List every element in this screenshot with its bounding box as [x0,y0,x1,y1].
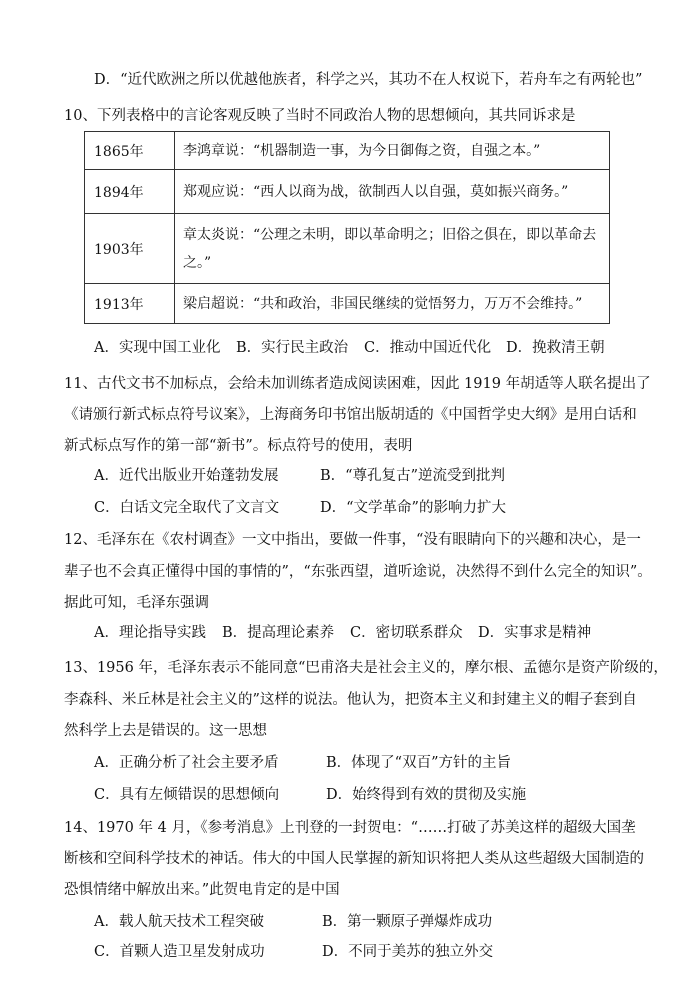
option-c[interactable]: C．具有左倾错误的思想倾向 [94,787,280,803]
q13-stem-line: 李森科、米丘林是社会主义的”这样的说法。他认为，把资本主义和封建主义的帽子套到自 [64,692,637,708]
quote-cell: 李鸿章说：“机器制造一事，为今日御侮之资，自强之本。” [175,132,610,170]
q11-stem-line: 新式标点写作的第一部“新书”。标点符号的使用，表明 [64,438,413,454]
q12-stem-line: 辈子也不会真正懂得中国的事情的”，“东张西望，道听途说，决然得不到什么完全的知识”。 [64,564,652,580]
option-b[interactable]: B．“尊孔复古”逆流受到批判 [320,468,505,484]
q13-stem-line: 13、1956 年，毛泽东表示不能同意“巴甫洛夫是社会主义的，摩尔根、孟德尔是资产阶级的， [64,660,668,676]
year-cell: 1903年 [85,214,175,284]
q13-stem-line: 然科学上去是错误的。这一思想 [64,723,267,739]
q12-stem-line: 据此可知，毛泽东强调 [64,595,209,611]
option-a[interactable]: A．正确分析了社会主要矛盾 [94,755,279,771]
option-c[interactable]: C．首颗人造卫星发射成功 [94,944,265,960]
option-c[interactable]: C．推动中国近代化 [364,340,492,356]
option-d[interactable]: D．实事求是精神 [478,625,592,641]
table-row [85,132,610,170]
q14-stem-line: 断核和空间科学技术的神话。伟大的中国人民掌握的新知识将把人类从这些超级大国制造的 [64,851,644,867]
option-d[interactable]: D．不同于美苏的独立外交 [322,944,494,960]
option-a[interactable]: A．实现中国工业化 [94,340,221,356]
table-row [85,214,610,284]
quote-cell: 郑观应说：“西人以商为战，欲制西人以自强，莫如振兴商务。” [175,170,610,214]
q11-stem-line: 《请颁行新式标点符号议案》，上海商务印书馆出版胡适的《中国哲学史大纲》是用白话和 [64,407,637,423]
q14-stem-line: 恐惧情绪中解放出来。”此贺电肯定的是中国 [64,882,340,898]
option-a[interactable]: A．理论指导实践 [94,625,206,641]
table-row [85,284,610,324]
option-a[interactable]: A．近代出版业开始蓬勃发展 [94,468,279,484]
option-d[interactable]: D．始终得到有效的贯彻及实施 [326,787,527,803]
year-cell: 1865年 [85,132,175,170]
option-a[interactable]: A．载人航天技术工程突破 [94,914,264,930]
option-c[interactable]: C．白话文完全取代了文言文 [94,500,280,516]
q10-stem: 10、下列表格中的言论客观反映了当时不同政治人物的思想倾向，其共同诉求是 [64,108,576,124]
option-b[interactable]: B．实行民主政治 [236,340,349,356]
option-d[interactable]: D．挽救清王朝 [506,340,605,356]
option-d[interactable]: D．“文学革命”的影响力扩大 [320,500,506,516]
option-b[interactable]: B．第一颗原子弹爆炸成功 [322,914,493,930]
quote-cell: 梁启超说：“共和政治，非国民继续的觉悟努力，万万不会维持。” [175,284,610,324]
q9-option-d: D．“近代欧洲之所以优越他族者，科学之兴，其功不在人权说下，若舟车之有两轮也” [94,72,643,88]
table-row [85,170,610,214]
option-b[interactable]: B．体现了“双百”方针的主旨 [326,755,511,771]
q12-stem-line: 12、毛泽东在《农村调查》一文中指出，要做一件事，“没有眼睛向下的兴趣和决心，是一 [64,532,641,548]
option-b[interactable]: B．提高理论素养 [222,625,335,641]
quote-line: 章太炎说：“公理之未明，即以革命明之；旧俗之俱在，即以革命去 [183,226,597,243]
q11-stem-line: 11、古代文书不加标点，会给未加训练者造成阅读困难，因此 1919 年胡适等人联名提出了 [64,376,651,392]
option-c[interactable]: C．密切联系群众 [350,625,463,641]
year-cell: 1913年 [85,284,175,324]
quote-cell [175,214,610,284]
q10-table [84,131,610,324]
year-cell: 1894年 [85,170,175,214]
quote-line: 之。” [183,254,212,271]
q14-stem-line: 14、1970 年 4 月，《参考消息》上刊登的一封贺电：“……打破了苏美这样的超级大国垄 [64,820,636,836]
